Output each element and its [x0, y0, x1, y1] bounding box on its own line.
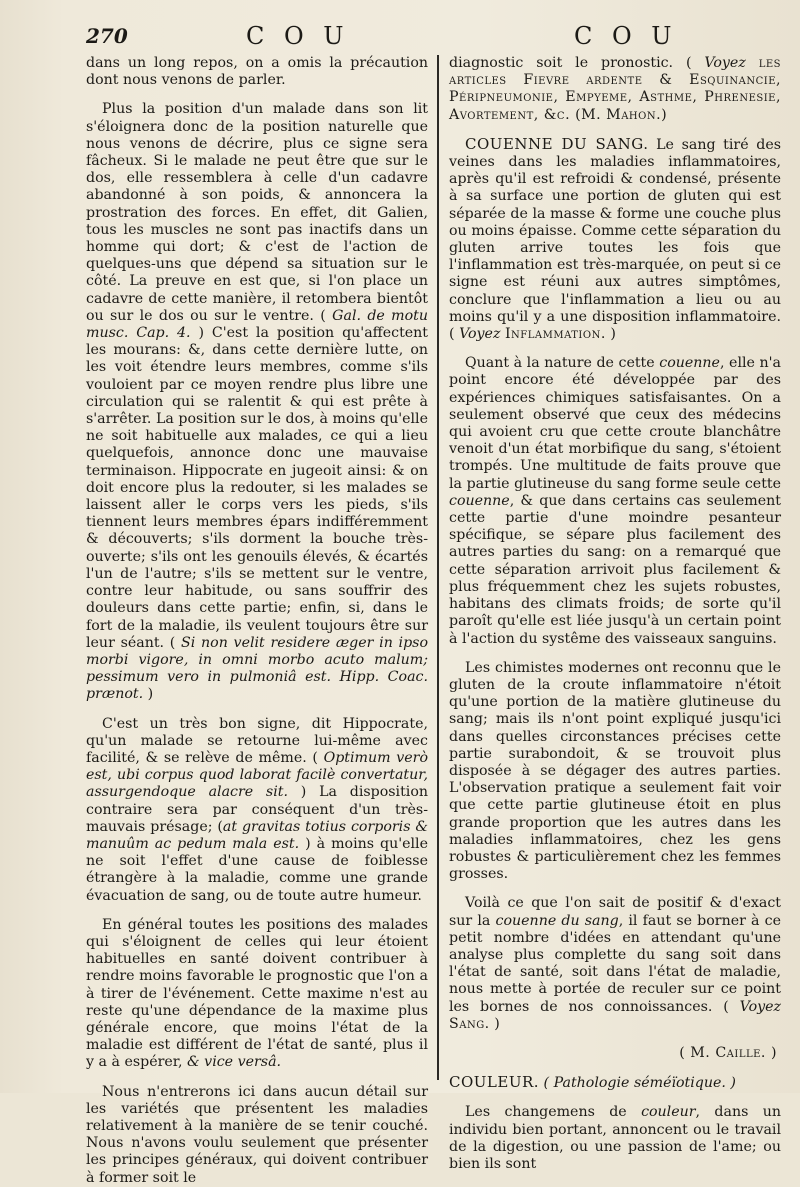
paragraph: C'est un très bon signe, dit Hippocrate, qu'un malade se retourne lui-même avec facilité, & se relève de même. ( Optimum verò est, ubi corpus quod laborat facilè convertatur, assurgendoque alacre sit. ) La disposition contraire sera par conséquent d'un très-mauvais présage; (at gravitas totius corporis & manuûm ac pedum mala est. ) à moins qu'elle ne soit l'effet d'une cause de foiblesse étrangère à la maladie, comme une grande évacuation de sang, ou de toute autre humeur. [86, 715, 429, 904]
paragraph: Nous n'entrerons ici dans aucun détail sur les variétés que présentent les maladies relativement à la manière de se tenir couché. Nous n'avons voulu seulement que présenter les principes généraux, qui doivent contribuer à former soit le [86, 1083, 428, 1186]
paragraph: Plus la position d'un malade dans son lit s'éloignera donc de la position naturelle que nous venons de décrire, plus ce signe sera fâcheux. Si le malade ne peut être que sur le dos, elle ressemblera à celle d'un cadavre abandonné à son poids, & annoncera la prostration des forces. En effet, dit Galien, tous les muscles ne sont pas inactifs dans un homme qui dort; & c'est de l'action de quelques-uns que dépend sa situation sur le côté. La preuve en est que, si l'on place un cadavre de cette manière, il retombera bientôt ou sur le dos ou sur le ventre. ( Gal. de motu musc. Cap. 4. ) C'est la position qu'affectent les mourans: &, dans cette dernière lutte, on les voit étendre leurs membres, comme s'ils vouloient par ce moyen rendre plus libre une circulation qui se ralentit & qui est prête à s'arrêter. La position sur le dos, à moins qu'elle ne soit habituelle aux malades, ce qui a lieu quelquefois, annonce donc une mauvaise terminaison. Hippocrate en jugeoit ainsi: & on doit encore plus la redouter, si les malades se laissent aller le corps vers les pieds, s'ils tiennent leurs membres épars indifféremment & découverts; s'ils dorment la bouche très-ouverte; s'ils ont les genouils élevés, & écartés l'un de l'autre; s'ils se mettent sur le ventre, contre leur habitude, ou sans souffrir des douleurs dans cette partie; enfin, si, dans le fort de la maladie, ils veulent toujours être sur leur séant. ( Si non velit residere æger in ipso morbi vigore, in omni morbo acuto malum; pessimum vero in pulmoniâ est. Hipp. Coac. prænot. ) [86, 101, 429, 703]
page-header [0, 22, 800, 52]
paragraph: Les changemens de couleur, dans un individu bien portant, annoncent ou le travail de la digestion, ou une passion de l'ame; ou bien ils sont [449, 1104, 781, 1172]
author-signature: ( M. Caille. ) [679, 1044, 777, 1061]
entry-subtitle: ( Pathologie séméïotique. ) [543, 1075, 736, 1092]
paragraph: Quant à la nature de cette couenne, elle n'a point encore été développée par des expériences chimiques satisfaisantes. On a seulement observé que ceux des médecins qui avoient cru que cette croute blanchâtre venoit d'un état morbifique du sang, s'étoient trompés. Une multitude de faits prouve que la partie glutineuse du sang forme seule cette couenne, & que dans certains cas seulement cette partie d'une moindre pesanteur spécifique, se sépare plus facilement des autres parties du sang: on a remarqué que cette séparation arrivoit plus facilement & plus fréquemment chez les sujets robustes, habitans des climats froids; de sorte qu'il paroît qu'elle est liée jusqu'à un certain point à l'action du systême des vaisseaux sanguins. [449, 355, 781, 647]
running-head-left: C O U [246, 22, 350, 50]
entry-couleur [449, 1074, 781, 1092]
paragraph: En général toutes les positions des malades qui s'éloignent de celles qui leur étoient habituelles en santé doivent contribuer à rendre moins favorable le prognostic que l'on a à tirer de l'événement. Cette maxime n'est au reste qu'une dépendance de la maxime plus générale encore, que moins l'état de la maladie est différent de l'état de santé, plus il y a à espérer, & vice versâ. [86, 916, 428, 1071]
entry-title: COULEUR. [449, 1073, 540, 1092]
left-column [86, 55, 429, 1186]
running-head-right: C O U [574, 22, 678, 50]
paragraph: dans un long repos, on a omis la précaution dont nous venons de parler. [86, 55, 428, 89]
entry-couenne: COUENNE DU SANG. Le sang tiré des veines dans les maladies inflammatoires, après qu'il est refroidi & condensé, présente à sa surface une portion de gluten qui est séparée de la masse & forme une couche plus ou moins épaisse. Comme cette séparation du gluten arrive toutes les fois que l'inflammation est très-marquée, on peut si ce signe est réuni aux autres simptômes, conclure que l'inflammation a lieu ou au moins qu'il y a une disposition inflammatoire. ( Voyez Inflammation. ) [449, 134, 781, 343]
paragraph: Voilà ce que l'on sait de positif & d'exact sur la couenne du sang, il faut se borner à ce petit nombre d'idées en attendant qu'une analyse plus complette du sang soit dans l'état de santé, soit dans l'état de maladie, nous mette à portée de reculer sur ce point les bornes de nos connoissances. ( Voyez Sang. ) [449, 895, 782, 1032]
page-number: 270 [86, 24, 128, 48]
entry-title: COUENNE DU SANG. [465, 134, 649, 153]
paragraph: diagnostic soit le pronostic. ( Voyez les articles Fievre ardente & Esquinancie, Péripneumonie, Empyeme, Asthme, Phrenesie, Avortement, &c. (M. Mahon.) [449, 55, 781, 123]
paragraph: Les chimistes modernes ont reconnu que le gluten de la croute inflammatoire n'étoit qu'une portion de la matière glutineuse du sang; mais ils n'ont point expliqué jusqu'ici dans quelles circonstances précises cette partie surabondoit, & se trouvoit plus disposée à se dégager des autres parties. L'observation pratique a seulement fait voir que cette partie glutineuse étoit en plus grande proportion que les autres dans les maladies inflammatoires, chez les gens robustes & particulièrement chez les femmes grosses. [449, 659, 781, 883]
right-column [449, 55, 782, 1172]
column-divider [437, 55, 439, 1080]
